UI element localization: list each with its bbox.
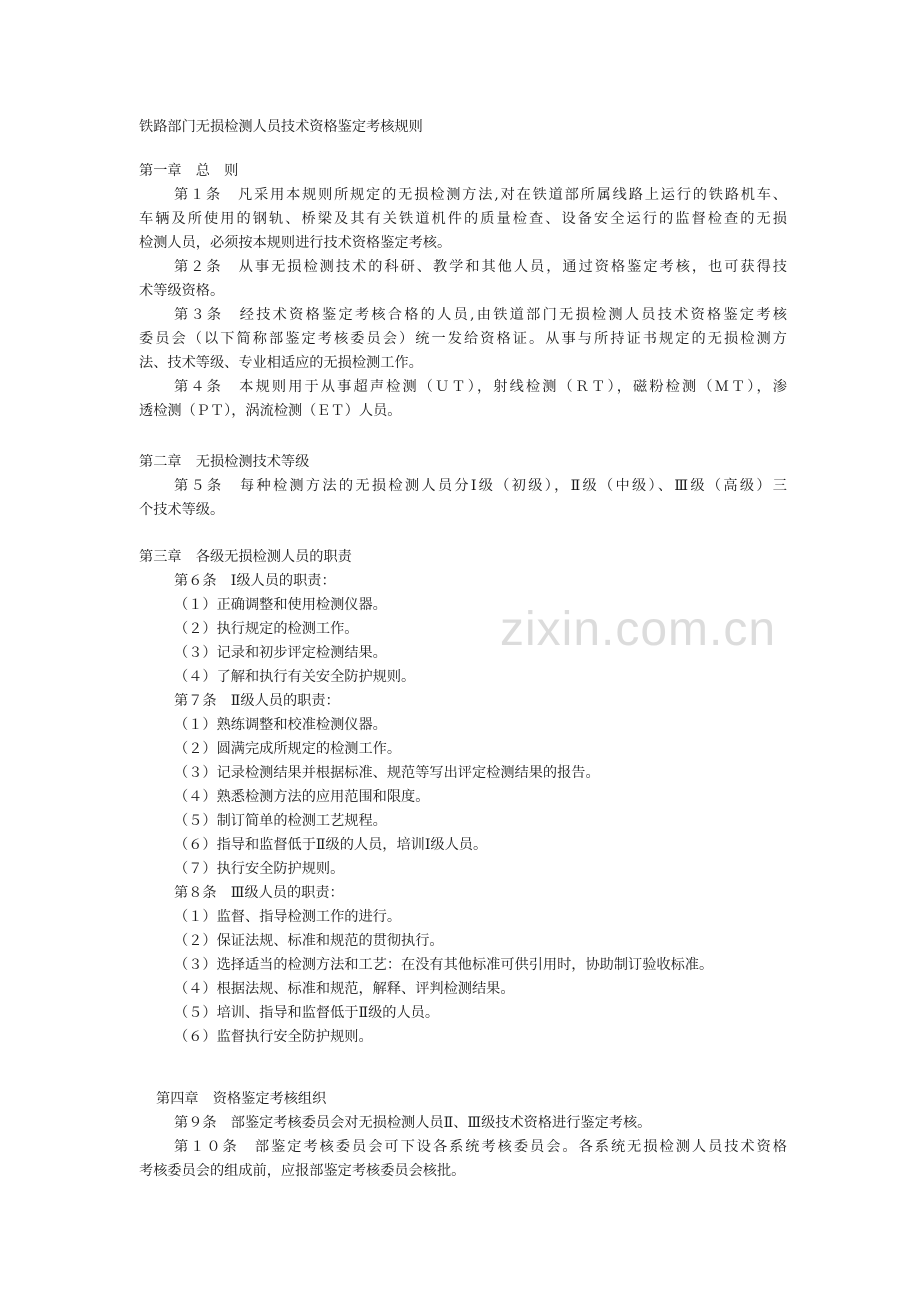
chapter-heading: 第三章 各级无损检测人员的职责	[139, 549, 352, 565]
article-3	[139, 303, 787, 375]
paragraph-line: 车辆及所使用的钢轨、桥梁及其有关铁道机件的质量检查、设备安全运行的监督检查的无损	[139, 211, 787, 227]
paragraph-line: 第４条 本规则用于从事超声检测（ＵＴ），射线检测（ＲＴ），磁粉检测（ＭＴ），渗	[174, 379, 787, 395]
article-heading: 第７条 Ⅱ级人员的职责：	[174, 693, 340, 709]
chapter-1	[139, 159, 787, 423]
paragraph-line: 第１条 凡采用本规则所规定的无损检测方法,对在铁道部所属线路上运行的铁路机车、	[174, 187, 787, 203]
list-item: （４）根据法规、标准和规范，解释、评判检测结果。	[174, 981, 515, 997]
article-6	[139, 569, 787, 689]
document-title: 铁路部门无损检测人员技术资格鉴定考核规则	[139, 119, 423, 135]
article-1	[139, 183, 787, 255]
article-heading: 第６条 Ⅰ级人员的职责：	[174, 573, 336, 589]
list-item: （６）指导和监督低于Ⅱ级的人员，培训Ⅰ级人员。	[174, 837, 488, 853]
paragraph-line: 第３条 经技术资格鉴定考核合格的人员,由铁道部门无损检测人员技术资格鉴定考核	[174, 307, 787, 323]
list-item: （３）记录检测结果并根据标准、规范等写出评定检测结果的报告。	[174, 765, 600, 781]
paragraph-line: 法、技术等级、专业相适应的无损检测工作。	[139, 355, 423, 371]
list-item: （１）监督、指导检测工作的进行。	[174, 909, 402, 925]
article-5	[139, 474, 787, 522]
list-item: （５）制订简单的检测工艺规程。	[174, 813, 387, 829]
paragraph-line: 检测人员，必须按本规则进行技术资格鉴定考核。	[139, 235, 452, 251]
paragraph-line: 第２条 从事无损检测技术的科研、教学和其他人员，通过资格鉴定考核，也可获得技	[174, 259, 787, 275]
list-item: （６）监督执行安全防护规则。	[174, 1029, 373, 1045]
list-item: （４）熟悉检测方法的应用范围和限度。	[174, 789, 430, 805]
paragraph-line: 考核委员会的组成前，应报部鉴定考核委员会核批。	[139, 1163, 466, 1179]
chapter-heading: 第四章 资格鉴定考核组织	[156, 1091, 327, 1107]
article-8	[139, 881, 787, 1049]
list-item: （３）记录和初步评定检测结果。	[174, 645, 387, 661]
list-item: （３）选择适当的检测方法和工艺：在没有其他标准可供引用时，协助制订验收标准。	[174, 957, 714, 973]
paragraph-line: 委员会（以下简称部鉴定考核委员会）统一发给资格证。从事与所持证书规定的无损检测方	[139, 331, 787, 347]
list-item: （１）熟练调整和校准检测仪器。	[174, 717, 387, 733]
watermark: zixin.com.cn	[500, 603, 777, 656]
list-item: （７）执行安全防护规则。	[174, 861, 345, 877]
chapter-heading: 第一章 总 则	[139, 163, 239, 179]
paragraph-line: 第１０条 部鉴定考核委员会可下设各系统考核委员会。各系统无损检测人员技术资格	[174, 1139, 787, 1155]
paragraph-line: 第９条 部鉴定考核委员会对无损检测人员Ⅱ、Ⅲ级技术资格进行鉴定考核。	[174, 1115, 652, 1131]
list-item: （２）保证法规、标准和规范的贯彻执行。	[174, 933, 444, 949]
article-heading: 第８条 Ⅲ级人员的职责：	[174, 885, 344, 901]
list-item: （２）执行规定的检测工作。	[174, 621, 359, 637]
paragraph-line: 术等级资格。	[139, 283, 225, 299]
article-4	[139, 375, 787, 423]
chapter-heading: 第二章 无损检测技术等级	[139, 454, 310, 470]
chapter-4	[139, 1087, 787, 1183]
list-item: （１）正确调整和使用检测仪器。	[174, 597, 387, 613]
list-item: （２）圆满完成所规定的检测工作。	[174, 741, 402, 757]
paragraph-line: 透检测（ＰＴ），涡流检测（ＥＴ）人员。	[139, 403, 402, 419]
chapter-3	[139, 545, 787, 1049]
paragraph-line: 个技术等级。	[139, 502, 225, 518]
chapter-2	[139, 450, 787, 522]
article-9	[139, 1111, 787, 1135]
list-item: （５）培训、指导和监督低于Ⅱ级的人员。	[174, 1005, 440, 1021]
paragraph-line: 第５条 每种检测方法的无损检测人员分Ⅰ级（初级），Ⅱ级（中级）、Ⅲ级（高级）三	[174, 478, 787, 494]
list-item: （４）了解和执行有关安全防护规则。	[174, 669, 416, 685]
article-7	[139, 689, 787, 881]
article-2	[139, 255, 787, 303]
article-10	[139, 1135, 787, 1183]
